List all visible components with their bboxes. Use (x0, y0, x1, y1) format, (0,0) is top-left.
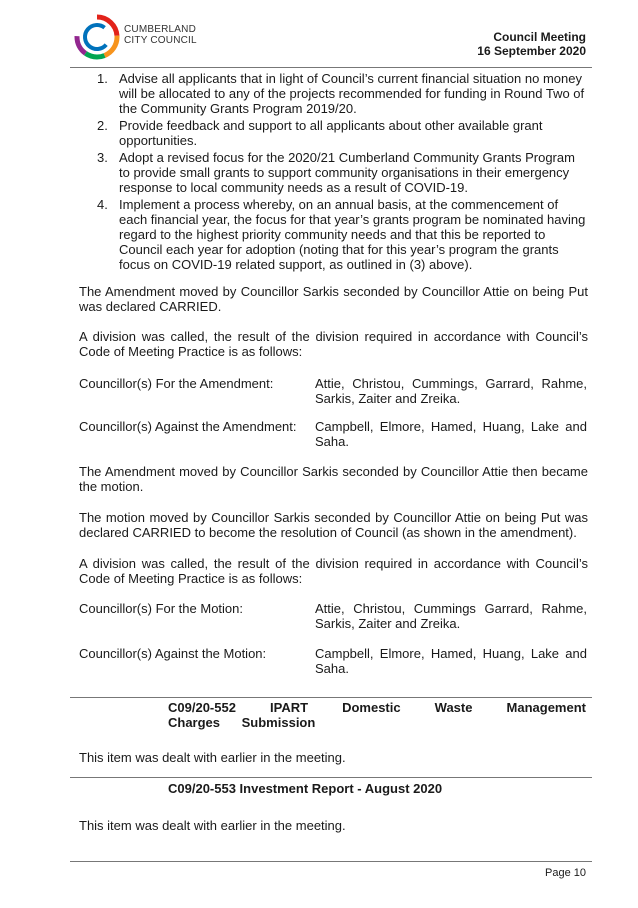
list-text: Provide feedback and support to all applicants about other available grant opportunities. (119, 118, 543, 148)
division-paragraph-2: A division was called, the result of the division required in accordance with Council’s Code of Meeting Practice is as follows: (79, 556, 588, 586)
list-number: 3. (97, 150, 108, 165)
org-name-line1: CUMBERLAND (124, 24, 197, 35)
list-text: Adopt a revised focus for the 2020/21 Cumberland Community Grants Program to provide small grants to support community organisations in their emergency response to local community needs as a result of COVID-19. (119, 150, 575, 195)
list-number: 1. (97, 71, 108, 86)
list-item (97, 197, 589, 272)
vote-names: Campbell, Elmore, Hamed, Huang, Lake and Saha. (315, 646, 587, 676)
motion-carried-paragraph: The motion moved by Councillor Sarkis seconded by Councillor Attie on being Put was declared CARRIED to become the resolution of Council (as shown in the amendment). (79, 510, 588, 540)
amendment-carried-paragraph: The Amendment moved by Councillor Sarkis seconded by Councillor Attie on being Put was declared CARRIED. (79, 284, 588, 314)
header-rule (70, 67, 592, 68)
list-text: Implement a process whereby, on an annual basis, at the commencement of each financial year, the focus for that year’s grants program be nominated having regard to the highest priority community needs and that this be reported to Council each year for adoption (noting that for this year’s program the grants focus on COVID-19 related support, as outlined in (3) above). (119, 197, 586, 272)
list-number: 4. (97, 197, 108, 212)
vote-label: Councillor(s) For the Motion: (79, 601, 243, 616)
item-552-title: C09/20-552 IPART Domestic Waste Management Charges Submission (168, 700, 586, 730)
vote-label: Councillor(s) Against the Motion: (79, 646, 267, 661)
cumberland-logo-icon (72, 12, 122, 62)
org-name-line2: CITY COUNCIL (124, 35, 197, 46)
list-text: Advise all applicants that in light of Council’s current financial situation no money will be allocated to any of the projects recommended for funding in Round Two of the Community Grants Program 2019/20. (119, 71, 585, 116)
list-item (97, 71, 589, 116)
division-paragraph-1: A division was called, the result of the division required in accordance with Council’s Code of Meeting Practice is as follows: (79, 329, 588, 359)
vote-names: Attie, Christou, Cummings, Garrard, Rahme, Sarkis, Zaiter and Zreika. (315, 376, 587, 406)
list-item (97, 118, 589, 148)
vote-label: Councillor(s) For the Amendment: (79, 376, 274, 391)
vote-names: Campbell, Elmore, Hamed, Huang, Lake and Saha. (315, 419, 587, 449)
item-553-rule (70, 777, 592, 778)
meeting-date: 16 September 2020 (477, 44, 586, 58)
page-number: Page 10 (545, 867, 586, 879)
item-553-title: C09/20-553 Investment Report - August 2020 (168, 781, 443, 796)
item-552-dealt-paragraph: This item was dealt with earlier in the meeting. (79, 750, 346, 765)
vote-names: Attie, Christou, Cummings Garrard, Rahme, Sarkis, Zaiter and Zreika. (315, 601, 587, 631)
became-motion-paragraph: The Amendment moved by Councillor Sarkis seconded by Councillor Attie then became the motion. (79, 464, 588, 494)
list-number: 2. (97, 118, 108, 133)
meeting-header (477, 30, 586, 58)
org-name (124, 24, 197, 46)
meeting-title: Council Meeting (493, 30, 586, 44)
vote-label: Councillor(s) Against the Amendment: (79, 419, 297, 434)
item-553-dealt-paragraph: This item was dealt with earlier in the meeting. (79, 818, 346, 833)
item-552-rule (70, 697, 592, 698)
list-item (97, 150, 589, 195)
footer-rule (70, 861, 592, 862)
resolution-list (97, 71, 589, 274)
